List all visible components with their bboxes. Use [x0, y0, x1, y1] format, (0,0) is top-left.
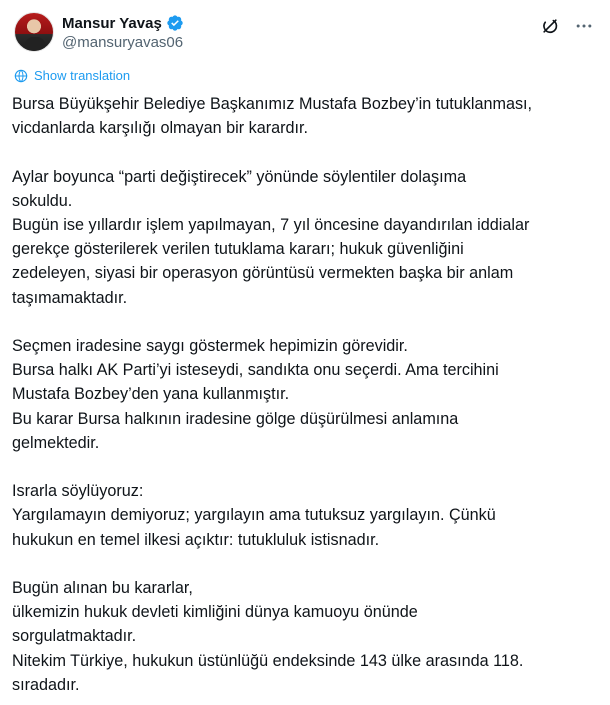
tweet-header: [12, 10, 598, 56]
verified-badge-icon: [166, 14, 184, 32]
globe-icon: [14, 69, 28, 83]
author-display-name[interactable]: Mansur Yavaş: [62, 14, 162, 32]
tweet-actions: [540, 16, 594, 36]
grok-icon[interactable]: [540, 16, 560, 36]
author-handle[interactable]: @mansuryavas06: [62, 34, 184, 51]
author-name-row: [62, 14, 184, 32]
show-translation-link[interactable]: [14, 68, 130, 83]
tweet-text: Bursa Büyükşehir Belediye Başkanımız Mustafa Bozbey’in tutuklanması, vicdanlarda karşılığı olmayan bir karardır. Aylar boyunca “parti değiştirecek” yönünde söylentiler dolaşıma sokuldu. Bugün ise yıllardır işlem yapılmayan, 7 yıl öncesine dayandırılan iddialar gerekçe gösterilerek verilen tutuklama kararı; hukuk güvenliğini zedeleyen, siyasi bir operasyon görüntüsü vermekten başka bir anlam taşımamaktadır. Seçmen iradesine saygı göstermek hepimizin görevidir. Bursa halkı AK Parti’yi isteseydi, sandıkta onu seçerdi. Ama tercihini Mustafa Bozbey’den yana kullanmıştır. Bu karar Bursa halkının iradesine gölge düşürülmesi anlamına gelmektedir. Israrla söylüyoruz: Yargılamayın demiyoruz; yargılayın ama tutuksuz yargılayın. Çünkü hukukun en temel ilkesi açıktır: tutukluluk istisnadır. Bugün alınan bu kararlar, ülkemizin hukuk devleti kimliğini dünya kamuoyu önünde sorgulatmaktadır. Nitekim Türkiye, hukukun üstünlüğü endeksinde 143 ülke arasında 118. sıradadır.: [12, 95, 533, 694]
avatar[interactable]: [14, 12, 54, 52]
more-icon[interactable]: [574, 16, 594, 36]
show-translation-label[interactable]: Show translation: [34, 68, 131, 83]
